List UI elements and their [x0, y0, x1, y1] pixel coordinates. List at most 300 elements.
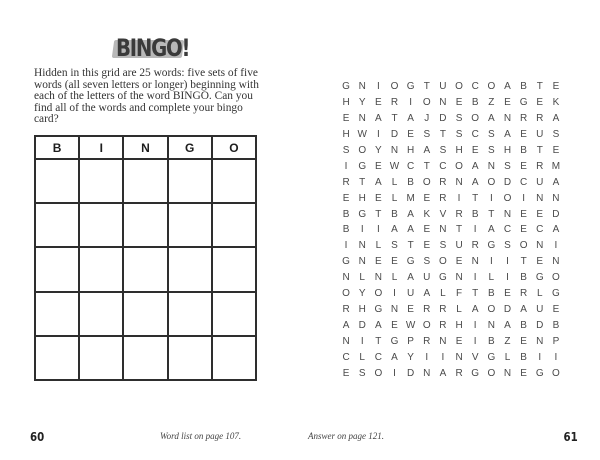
- word-search-letter[interactable]: L: [359, 272, 365, 284]
- word-search-letter[interactable]: A: [504, 81, 511, 92]
- word-search-grid: [338, 79, 564, 382]
- word-search-letter[interactable]: G: [487, 240, 496, 252]
- word-search-letter[interactable]: G: [342, 81, 350, 92]
- word-search-letter[interactable]: E: [520, 128, 527, 140]
- word-search-letter[interactable]: L: [440, 288, 446, 300]
- word-search-letter[interactable]: O: [455, 160, 463, 172]
- word-search-letter[interactable]: E: [536, 208, 544, 220]
- word-search-letter[interactable]: E: [455, 256, 463, 268]
- word-search-letter[interactable]: U: [423, 272, 431, 284]
- word-search-letter[interactable]: I: [409, 96, 413, 108]
- word-search-letter[interactable]: Z: [504, 336, 511, 347]
- word-search-letter[interactable]: B: [520, 144, 527, 156]
- word-search-letter[interactable]: T: [391, 112, 398, 124]
- word-search-letter[interactable]: A: [375, 176, 382, 188]
- word-search-letter[interactable]: N: [503, 367, 512, 379]
- word-search-letter[interactable]: M: [551, 160, 561, 172]
- word-search-letter[interactable]: E: [520, 224, 527, 236]
- word-search-letter[interactable]: S: [342, 144, 350, 156]
- word-search-letter[interactable]: G: [535, 272, 544, 284]
- word-search-letter[interactable]: H: [503, 144, 512, 156]
- word-search-letter[interactable]: R: [390, 96, 399, 108]
- word-search-letter[interactable]: I: [506, 272, 509, 284]
- word-search-letter[interactable]: W: [405, 320, 416, 332]
- word-search-letter[interactable]: N: [455, 351, 463, 363]
- word-search-letter[interactable]: A: [423, 144, 431, 156]
- word-search-letter[interactable]: L: [536, 288, 543, 300]
- word-search-letter[interactable]: A: [423, 288, 431, 300]
- word-search-letter[interactable]: N: [552, 192, 560, 204]
- word-search-letter[interactable]: A: [391, 224, 398, 236]
- bingo-cell-b[interactable]: [35, 203, 79, 247]
- word-search-letter[interactable]: O: [358, 144, 367, 156]
- word-search-letter[interactable]: O: [390, 81, 399, 92]
- word-search-letter[interactable]: N: [358, 256, 366, 268]
- word-search-letter[interactable]: O: [439, 256, 447, 268]
- word-search-letter[interactable]: G: [342, 256, 350, 268]
- word-search-letter[interactable]: E: [520, 336, 527, 347]
- word-search-letter[interactable]: O: [552, 272, 560, 284]
- word-search-letter[interactable]: O: [422, 320, 431, 332]
- word-search-letter[interactable]: E: [375, 160, 382, 172]
- word-search-letter[interactable]: Z: [488, 96, 495, 108]
- word-search-letter[interactable]: C: [407, 160, 415, 172]
- word-search-letter[interactable]: I: [376, 224, 380, 236]
- word-search-letter[interactable]: H: [455, 144, 463, 156]
- word-search-letter[interactable]: B: [471, 208, 479, 220]
- word-search-letter[interactable]: A: [407, 112, 414, 124]
- word-search-letter[interactable]: I: [376, 128, 380, 140]
- word-search-letter[interactable]: D: [358, 320, 366, 332]
- word-search-letter[interactable]: Y: [358, 288, 366, 300]
- word-search-letter[interactable]: U: [536, 128, 544, 140]
- word-search-letter[interactable]: N: [358, 240, 366, 252]
- word-search-letter[interactable]: N: [374, 272, 382, 284]
- word-search-letter[interactable]: N: [552, 256, 560, 268]
- word-search-letter[interactable]: S: [423, 256, 431, 268]
- word-search-letter[interactable]: I: [457, 192, 461, 204]
- word-search-letter[interactable]: E: [504, 288, 511, 300]
- word-search-letter[interactable]: O: [487, 176, 496, 188]
- bingo-cell-n[interactable]: [123, 247, 167, 291]
- word-search-letter[interactable]: I: [344, 160, 348, 172]
- word-search-letter[interactable]: C: [471, 81, 479, 92]
- word-search-letter[interactable]: Y: [358, 96, 366, 108]
- word-search-letter[interactable]: T: [423, 81, 430, 92]
- word-search-letter[interactable]: E: [407, 304, 414, 316]
- bingo-card-header-row: [35, 136, 256, 159]
- word-search-letter[interactable]: U: [407, 288, 415, 300]
- word-search-letter[interactable]: T: [472, 192, 479, 204]
- word-search-letter[interactable]: T: [488, 208, 495, 220]
- word-search-letter[interactable]: S: [391, 240, 398, 252]
- word-search-letter[interactable]: S: [455, 128, 463, 140]
- word-search-letter[interactable]: B: [391, 208, 398, 220]
- word-search-letter[interactable]: H: [455, 320, 463, 332]
- bingo-cell-o[interactable]: [212, 203, 256, 247]
- bingo-card-row: [35, 159, 256, 203]
- bingo-header-g: G: [168, 136, 212, 159]
- word-search-letter[interactable]: A: [407, 208, 414, 220]
- word-search-letter[interactable]: N: [358, 112, 366, 124]
- word-search-letter[interactable]: I: [473, 224, 477, 236]
- word-search-letter[interactable]: T: [375, 208, 382, 220]
- word-search-letter[interactable]: R: [439, 176, 447, 188]
- word-search-letter[interactable]: B: [520, 81, 527, 92]
- word-search-letter[interactable]: L: [375, 240, 382, 252]
- word-search-letter[interactable]: H: [358, 192, 366, 204]
- word-search-letter[interactable]: A: [375, 320, 382, 332]
- bingo-cell-b[interactable]: [35, 292, 79, 336]
- word-search-letter[interactable]: D: [503, 304, 512, 316]
- word-search-letter[interactable]: I: [554, 240, 558, 252]
- word-search-letter[interactable]: N: [358, 81, 366, 92]
- word-search-letter[interactable]: N: [455, 176, 463, 188]
- word-search-letter[interactable]: R: [471, 240, 479, 252]
- word-search-letter[interactable]: N: [536, 240, 544, 252]
- word-search-letter[interactable]: R: [455, 367, 463, 379]
- word-search-letter[interactable]: R: [342, 176, 350, 188]
- word-search-letter[interactable]: E: [520, 367, 527, 379]
- word-search-letter[interactable]: S: [455, 112, 463, 124]
- word-search-letter[interactable]: E: [423, 192, 431, 204]
- word-search-letter[interactable]: W: [357, 128, 367, 140]
- word-search-letter[interactable]: S: [504, 240, 511, 252]
- word-search-letter[interactable]: E: [423, 240, 431, 252]
- word-search-letter[interactable]: N: [439, 224, 447, 236]
- bingo-cell-b[interactable]: [35, 336, 79, 380]
- word-search-letter[interactable]: A: [471, 160, 479, 172]
- word-search-letter[interactable]: A: [552, 112, 560, 124]
- word-search-letter[interactable]: H: [342, 96, 350, 108]
- word-search-letter[interactable]: L: [488, 272, 495, 284]
- word-search-letter[interactable]: G: [358, 160, 367, 172]
- word-search-letter[interactable]: E: [342, 192, 350, 204]
- bingo-cell-g[interactable]: [168, 203, 212, 247]
- word-search-letter[interactable]: H: [342, 128, 350, 140]
- word-search-letter[interactable]: I: [360, 224, 364, 236]
- word-search-letter[interactable]: N: [439, 96, 447, 108]
- word-search-letter[interactable]: E: [471, 144, 479, 156]
- word-search-letter[interactable]: O: [342, 288, 350, 300]
- word-search-letter[interactable]: H: [407, 144, 415, 156]
- word-search-letter[interactable]: B: [407, 176, 414, 188]
- word-search-letter[interactable]: I: [473, 272, 477, 284]
- bingo-cell-o[interactable]: [212, 247, 256, 291]
- bingo-cell-g[interactable]: [168, 336, 212, 380]
- word-search-letter[interactable]: E: [536, 256, 544, 268]
- word-search-letter[interactable]: A: [471, 304, 479, 316]
- word-search-letter[interactable]: E: [552, 144, 560, 156]
- word-search-letter[interactable]: O: [487, 81, 496, 92]
- word-search-letter[interactable]: S: [552, 128, 560, 140]
- word-search-letter[interactable]: O: [374, 367, 383, 379]
- word-search-letter[interactable]: F: [456, 288, 463, 300]
- word-search-letter[interactable]: O: [487, 367, 496, 379]
- word-search-letter[interactable]: O: [455, 81, 463, 92]
- word-search-letter[interactable]: G: [358, 208, 367, 220]
- word-search-letter[interactable]: N: [423, 367, 431, 379]
- word-search-letter[interactable]: I: [489, 192, 493, 204]
- bingo-cell-b[interactable]: [35, 159, 79, 203]
- word-search-letter[interactable]: E: [552, 81, 560, 92]
- word-search-row: [338, 111, 564, 127]
- word-search-letter[interactable]: E: [342, 112, 350, 124]
- word-search-letter[interactable]: B: [488, 288, 495, 300]
- bingo-cell-n[interactable]: [123, 203, 167, 247]
- word-search-letter[interactable]: L: [359, 351, 365, 363]
- word-search-letter[interactable]: R: [536, 112, 544, 124]
- word-search-letter[interactable]: T: [407, 240, 414, 252]
- word-search-letter[interactable]: N: [439, 336, 447, 347]
- word-search-letter[interactable]: U: [536, 176, 544, 188]
- word-search-letter[interactable]: T: [375, 336, 382, 347]
- word-search-letter[interactable]: A: [552, 224, 560, 236]
- word-search-letter[interactable]: D: [407, 367, 415, 379]
- word-search-letter[interactable]: V: [439, 208, 447, 220]
- word-search-letter[interactable]: R: [520, 112, 528, 124]
- word-search-letter[interactable]: C: [342, 351, 350, 363]
- word-search-letter[interactable]: E: [455, 96, 463, 108]
- word-search-letter[interactable]: I: [522, 192, 525, 204]
- word-search-letter[interactable]: S: [439, 240, 447, 252]
- bingo-card-row: [35, 247, 256, 291]
- word-search-letter[interactable]: T: [520, 256, 527, 268]
- word-search-letter[interactable]: I: [344, 240, 348, 252]
- word-search-letter[interactable]: V: [471, 351, 479, 363]
- bingo-cell-g[interactable]: [168, 292, 212, 336]
- word-search-letter[interactable]: O: [471, 112, 480, 124]
- word-search-letter[interactable]: A: [407, 272, 414, 284]
- word-search-letter[interactable]: L: [391, 272, 398, 284]
- word-search-letter[interactable]: N: [536, 192, 544, 204]
- word-search-letter[interactable]: B: [471, 96, 479, 108]
- word-search-letter[interactable]: E: [504, 96, 511, 108]
- word-search-row: [338, 175, 564, 191]
- word-search-letter[interactable]: K: [552, 96, 560, 108]
- bingo-cell-n[interactable]: [123, 336, 167, 380]
- word-search-letter[interactable]: S: [358, 367, 366, 379]
- word-search-letter[interactable]: E: [391, 256, 398, 268]
- bingo-cell-o[interactable]: [212, 292, 256, 336]
- word-search-letter[interactable]: G: [406, 256, 415, 268]
- word-search-letter[interactable]: R: [520, 288, 528, 300]
- bingo-cell-o[interactable]: [212, 159, 256, 203]
- word-search-letter[interactable]: Y: [375, 144, 382, 156]
- word-search-letter[interactable]: G: [406, 81, 415, 92]
- bingo-cell-i[interactable]: [79, 159, 123, 203]
- word-search-letter[interactable]: S: [504, 160, 511, 172]
- word-search-letter[interactable]: E: [407, 128, 414, 140]
- bingo-cell-b[interactable]: [35, 247, 79, 291]
- word-search-letter[interactable]: I: [554, 351, 558, 363]
- word-search-letter[interactable]: I: [473, 320, 477, 332]
- word-search-letter[interactable]: A: [504, 128, 511, 140]
- word-search-letter[interactable]: J: [424, 112, 430, 124]
- word-search-letter[interactable]: D: [536, 320, 544, 332]
- bingo-cell-n[interactable]: [123, 292, 167, 336]
- word-search-letter[interactable]: R: [439, 304, 447, 316]
- word-search-letter[interactable]: Y: [407, 351, 414, 363]
- word-search-letter[interactable]: A: [488, 224, 495, 236]
- word-search-letter[interactable]: O: [552, 367, 560, 379]
- word-search-letter[interactable]: S: [439, 144, 447, 156]
- word-search-letter[interactable]: U: [536, 304, 544, 316]
- word-search-letter[interactable]: R: [455, 208, 463, 220]
- word-search-letter[interactable]: A: [342, 320, 350, 332]
- word-search-letter[interactable]: G: [390, 336, 399, 347]
- word-search-letter[interactable]: N: [487, 320, 495, 332]
- word-search-letter[interactable]: M: [406, 192, 415, 204]
- word-search-letter[interactable]: E: [520, 208, 527, 220]
- word-search-letter[interactable]: R: [536, 160, 544, 172]
- word-search-letter[interactable]: N: [455, 272, 463, 284]
- word-search-letter[interactable]: A: [439, 367, 447, 379]
- word-search-letter[interactable]: W: [389, 160, 400, 172]
- word-search-letter[interactable]: G: [535, 367, 544, 379]
- word-search-row: [338, 79, 564, 95]
- word-search-letter[interactable]: P: [552, 336, 560, 347]
- bingo-cell-n[interactable]: [123, 159, 167, 203]
- word-search-letter[interactable]: A: [552, 176, 560, 188]
- word-search-letter[interactable]: S: [488, 144, 495, 156]
- word-search-letter[interactable]: S: [423, 128, 431, 140]
- word-search-letter[interactable]: N: [342, 336, 350, 347]
- word-search-letter[interactable]: D: [552, 208, 560, 220]
- word-search-letter[interactable]: L: [391, 176, 398, 188]
- word-search-letter[interactable]: E: [455, 336, 463, 347]
- word-search-letter[interactable]: D: [390, 128, 399, 140]
- word-search-letter[interactable]: R: [439, 192, 447, 204]
- word-search-letter[interactable]: G: [439, 272, 447, 284]
- word-search-letter[interactable]: I: [393, 367, 396, 379]
- word-search-letter[interactable]: C: [520, 176, 528, 188]
- word-search-letter[interactable]: C: [374, 351, 382, 363]
- word-search-letter[interactable]: R: [342, 304, 350, 316]
- word-search-letter[interactable]: B: [342, 224, 350, 236]
- word-search-letter[interactable]: I: [538, 351, 542, 363]
- word-search-letter[interactable]: B: [552, 320, 560, 332]
- word-search-letter[interactable]: E: [375, 256, 382, 268]
- word-search-letter[interactable]: B: [520, 320, 527, 332]
- word-search-letter[interactable]: O: [374, 288, 383, 300]
- word-search-letter[interactable]: N: [390, 304, 399, 316]
- word-search-letter[interactable]: L: [391, 192, 398, 204]
- word-search-letter[interactable]: T: [536, 144, 543, 156]
- word-search-letter[interactable]: O: [422, 96, 431, 108]
- word-search-letter[interactable]: P: [407, 336, 414, 347]
- word-search-letter[interactable]: U: [455, 240, 463, 252]
- word-search-letter[interactable]: N: [536, 336, 544, 347]
- word-search-letter[interactable]: C: [471, 128, 479, 140]
- word-search-letter[interactable]: B: [520, 272, 527, 284]
- word-search-letter[interactable]: A: [471, 176, 479, 188]
- word-search-letter[interactable]: U: [439, 81, 447, 92]
- word-search-letter[interactable]: D: [439, 112, 447, 124]
- word-search-letter[interactable]: E: [375, 96, 382, 108]
- word-search-letter[interactable]: A: [520, 304, 527, 316]
- word-search-letter[interactable]: I: [376, 81, 380, 92]
- bingo-cell-i[interactable]: [79, 292, 123, 336]
- word-search-letter[interactable]: R: [423, 304, 431, 316]
- word-search-letter[interactable]: C: [536, 224, 544, 236]
- word-search-letter[interactable]: G: [471, 367, 480, 379]
- word-search-letter[interactable]: L: [456, 304, 462, 316]
- bingo-cell-i[interactable]: [79, 336, 123, 380]
- word-search-letter[interactable]: I: [473, 336, 477, 347]
- bingo-cell-g[interactable]: [168, 159, 212, 203]
- word-search-letter[interactable]: T: [536, 81, 543, 92]
- word-search-letter[interactable]: T: [359, 176, 366, 188]
- word-search-letter[interactable]: O: [503, 192, 512, 204]
- word-search-letter[interactable]: S: [488, 128, 495, 140]
- bingo-cell-i[interactable]: [79, 203, 123, 247]
- bingo-cell-i[interactable]: [79, 247, 123, 291]
- word-search-letter[interactable]: E: [375, 192, 382, 204]
- word-search-letter[interactable]: B: [488, 336, 495, 347]
- bingo-header-i: I: [79, 136, 123, 159]
- word-search-letter[interactable]: B: [342, 208, 350, 220]
- word-search-letter[interactable]: K: [423, 208, 431, 220]
- word-search-letter[interactable]: N: [487, 160, 495, 172]
- word-search-letter[interactable]: E: [342, 367, 350, 379]
- word-search-letter[interactable]: B: [520, 351, 527, 363]
- word-search-letter[interactable]: N: [390, 144, 399, 156]
- word-search-letter[interactable]: E: [520, 160, 527, 172]
- word-search-letter[interactable]: C: [439, 160, 447, 172]
- word-search-letter[interactable]: A: [504, 320, 511, 332]
- word-search-letter[interactable]: T: [423, 160, 430, 172]
- word-search-letter[interactable]: A: [407, 224, 414, 236]
- word-search-letter[interactable]: A: [391, 351, 398, 363]
- word-search-letter[interactable]: T: [472, 288, 479, 300]
- word-search-letter[interactable]: I: [489, 256, 493, 268]
- word-search-letter[interactable]: G: [552, 288, 560, 300]
- word-search-letter[interactable]: G: [487, 351, 496, 363]
- word-search-letter[interactable]: O: [487, 304, 496, 316]
- word-search-letter[interactable]: E: [391, 320, 398, 332]
- word-search-letter[interactable]: E: [536, 96, 544, 108]
- word-search-letter[interactable]: N: [342, 272, 350, 284]
- bingo-cell-g[interactable]: [168, 247, 212, 291]
- word-search-letter[interactable]: G: [519, 96, 528, 108]
- word-search-letter[interactable]: I: [360, 336, 364, 347]
- word-search-letter[interactable]: T: [456, 224, 463, 236]
- word-search-letter[interactable]: H: [358, 304, 366, 316]
- word-search-letter[interactable]: O: [422, 176, 431, 188]
- word-search-letter[interactable]: N: [471, 256, 479, 268]
- word-search-letter[interactable]: D: [503, 176, 512, 188]
- word-search-letter[interactable]: T: [439, 128, 446, 140]
- word-search-letter[interactable]: L: [504, 351, 511, 363]
- word-search-letter[interactable]: G: [374, 304, 383, 316]
- word-search-letter[interactable]: O: [519, 240, 528, 252]
- word-search-letter[interactable]: C: [503, 224, 512, 236]
- word-search-letter[interactable]: I: [425, 351, 429, 363]
- word-search-letter[interactable]: R: [423, 336, 431, 347]
- word-search-letter[interactable]: N: [503, 208, 512, 220]
- word-search-letter[interactable]: I: [506, 256, 509, 268]
- word-search-letter[interactable]: R: [439, 320, 447, 332]
- word-search-letter[interactable]: I: [393, 288, 396, 300]
- word-search-letter[interactable]: N: [503, 112, 512, 124]
- word-search-letter[interactable]: I: [441, 351, 445, 363]
- word-search-letter[interactable]: A: [375, 112, 382, 124]
- word-search-letter[interactable]: A: [488, 112, 495, 124]
- word-search-letter[interactable]: E: [552, 304, 560, 316]
- bingo-cell-o[interactable]: [212, 336, 256, 380]
- word-search-letter[interactable]: E: [423, 224, 431, 236]
